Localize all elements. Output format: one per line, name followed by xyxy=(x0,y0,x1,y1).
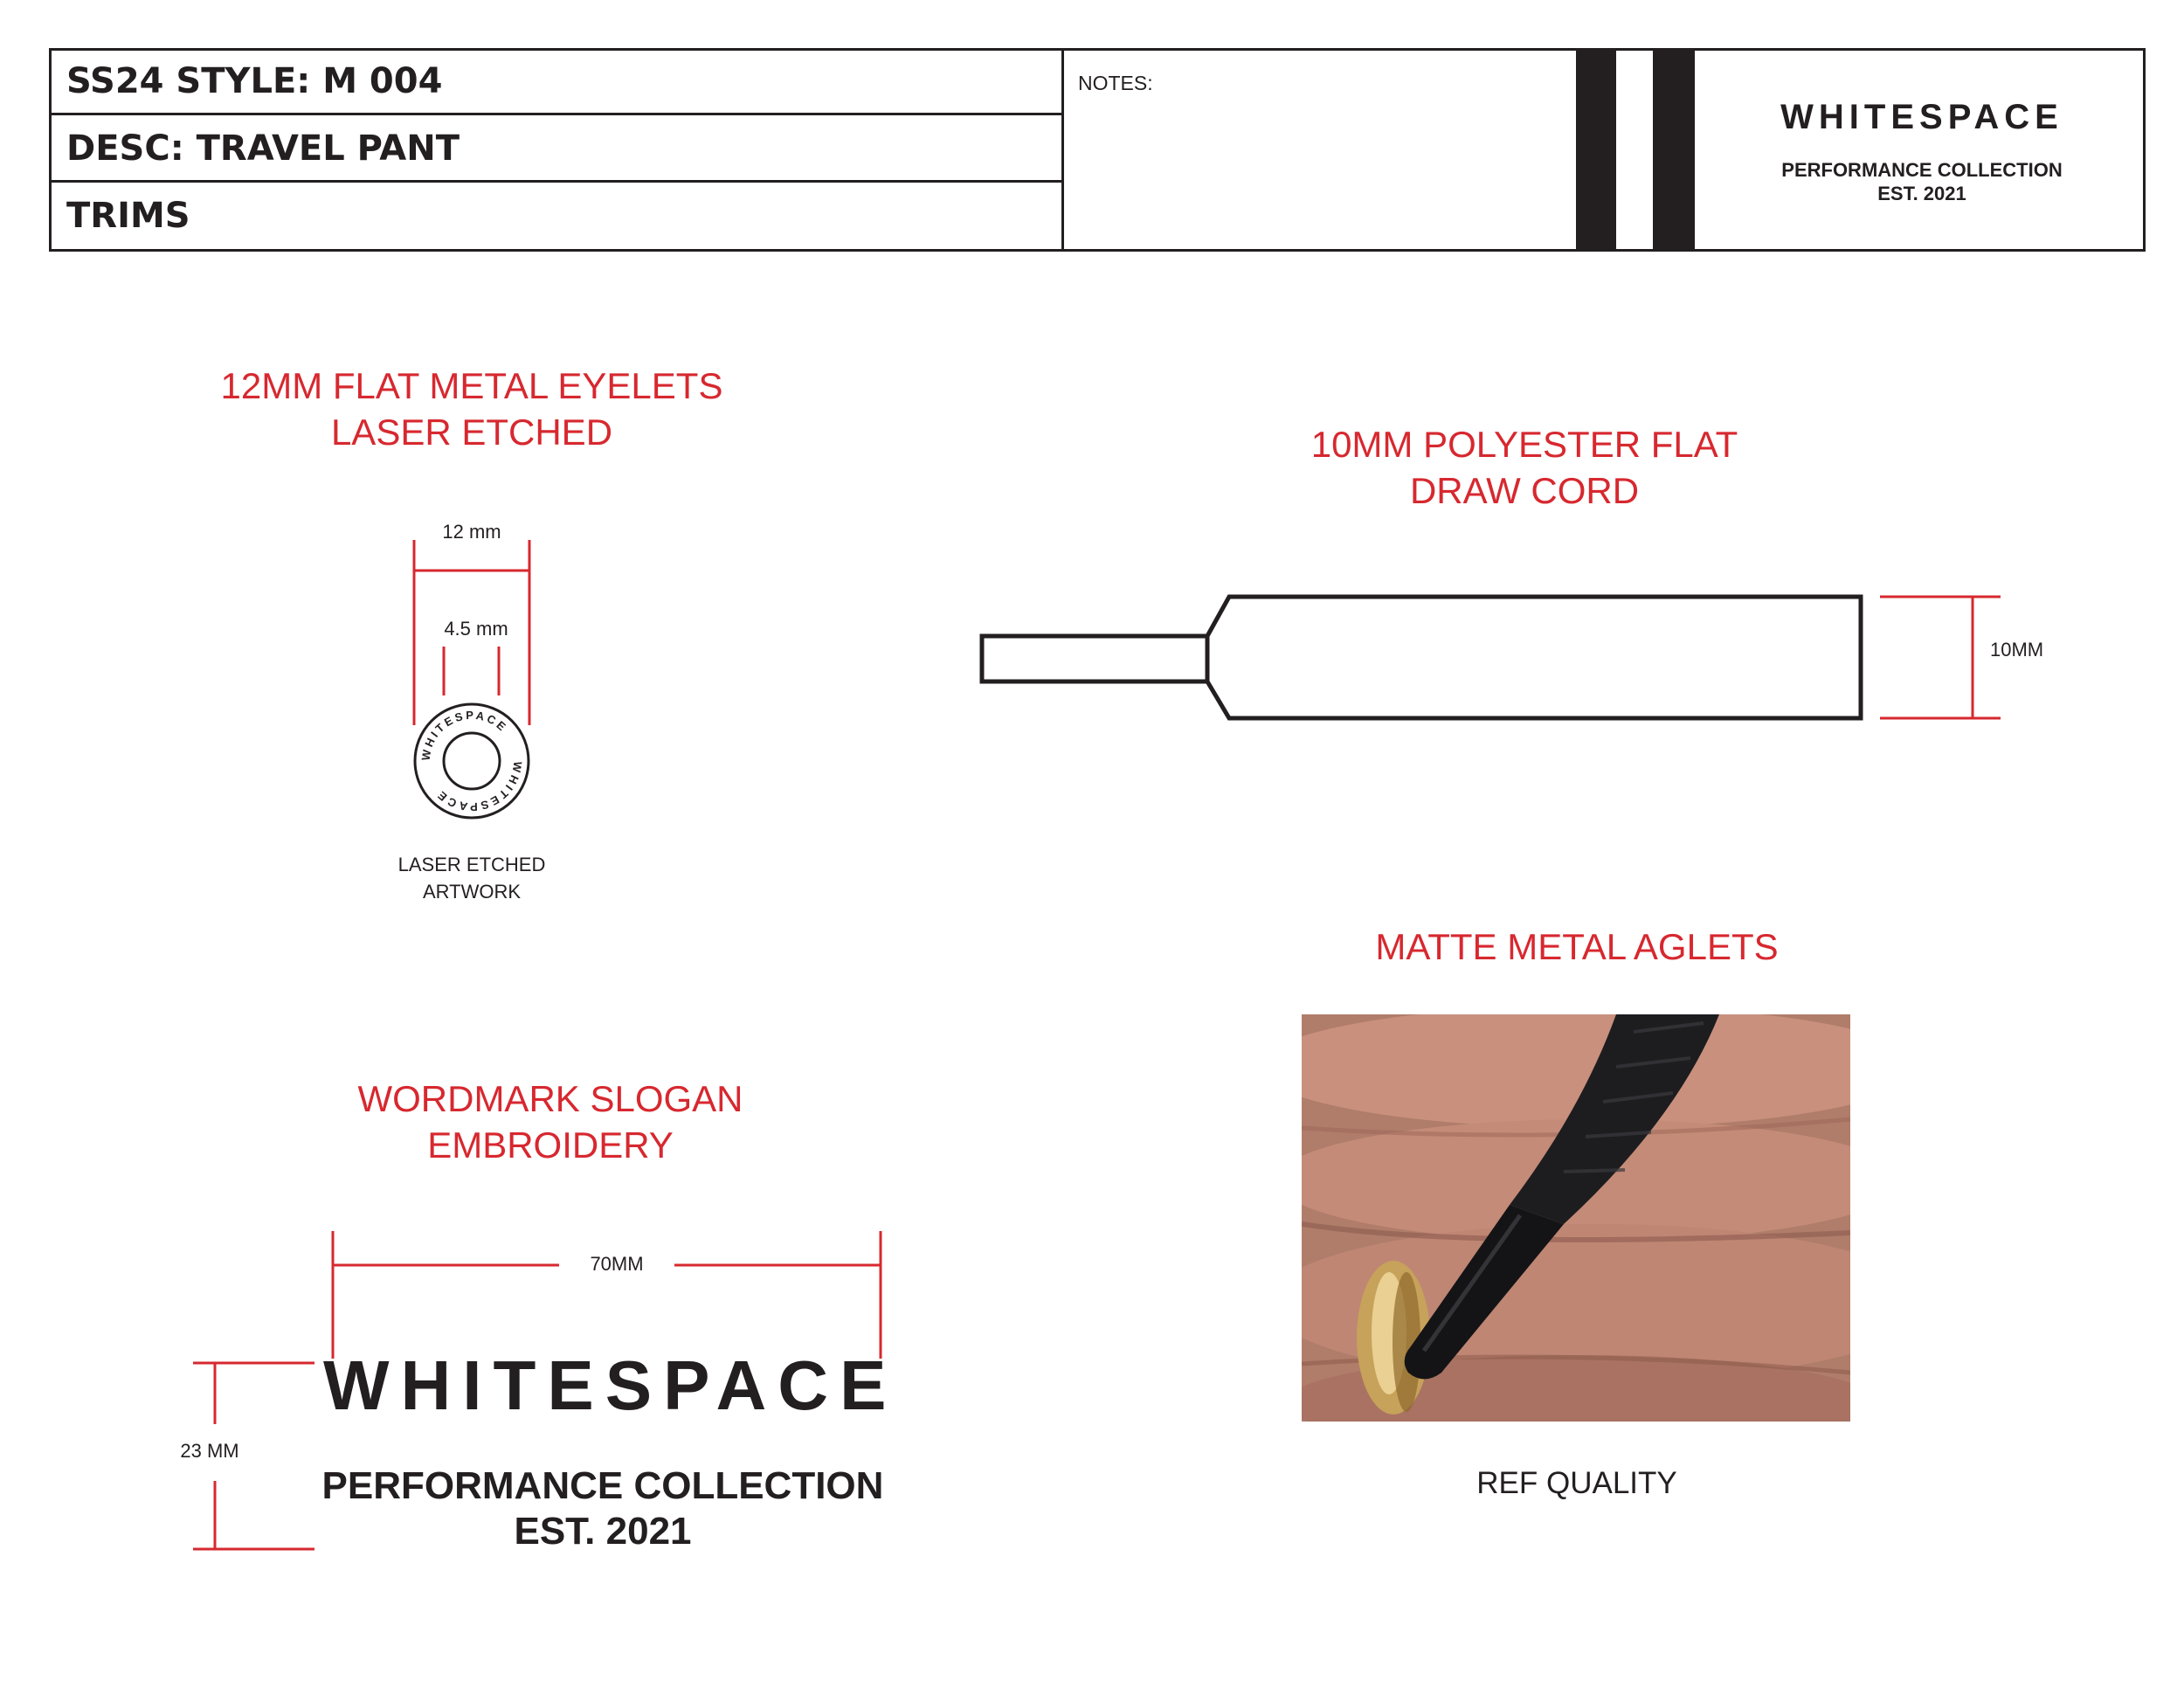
eyelet-caption-line-2: ARTWORK xyxy=(422,881,522,903)
eyelet-outer-dimension: 12 mm xyxy=(442,521,501,543)
notes-label: NOTES: xyxy=(1078,72,1153,94)
style-description: DESC: TRAVEL PANT xyxy=(49,115,1064,183)
brand-logo-text: WHITESPACE xyxy=(1780,98,2063,136)
drawcord-title-line-2: DRAW CORD xyxy=(1409,470,1640,511)
style-number: SS24 STYLE: M 004 xyxy=(49,48,1064,115)
wordmark-title-line-1: WORDMARK SLOGAN xyxy=(357,1078,743,1119)
aglet-photo-caption: REF QUALITY xyxy=(1476,1466,1677,1500)
eyelets-title-line-2: LASER ETCHED xyxy=(330,412,613,453)
eyelet-caption-line-1: LASER ETCHED xyxy=(397,854,546,875)
wordmark-width-dimension: 70MM xyxy=(590,1253,644,1275)
wordmark-title-line-2: EMBROIDERY xyxy=(427,1124,674,1166)
drawcord-width-dimension: 10MM xyxy=(1990,639,2044,661)
eyelet-inner-dimension: 4.5 mm xyxy=(444,618,508,640)
drawcord-title-line-1: 10MM POLYESTER FLAT xyxy=(1310,424,1738,465)
brand-tagline-line-1: PERFORMANCE COLLECTION xyxy=(1781,159,2063,181)
wordmark-tagline-line-2: EST. 2021 xyxy=(514,1510,692,1553)
wordmark-tagline-line-1: PERFORMANCE COLLECTION xyxy=(321,1464,884,1507)
aglets-title: MATTE METAL AGLETS xyxy=(1375,926,1779,967)
eyelets-title-line-1: 12MM FLAT METAL EYELETS xyxy=(220,365,723,406)
wordmark-brand-name: WHITESPACE xyxy=(323,1346,898,1424)
section-title: TRIMS xyxy=(66,196,190,236)
eyelet-etched-text: WHITESPACE xyxy=(418,708,511,762)
wordmark-tagline xyxy=(297,1463,909,1554)
eyelet-etched-text-2: WHITESPACE xyxy=(432,760,525,814)
wordmark-height-dimension: 23 MM xyxy=(180,1440,239,1462)
brand-tagline-line-2: EST. 2021 xyxy=(1877,183,1966,204)
